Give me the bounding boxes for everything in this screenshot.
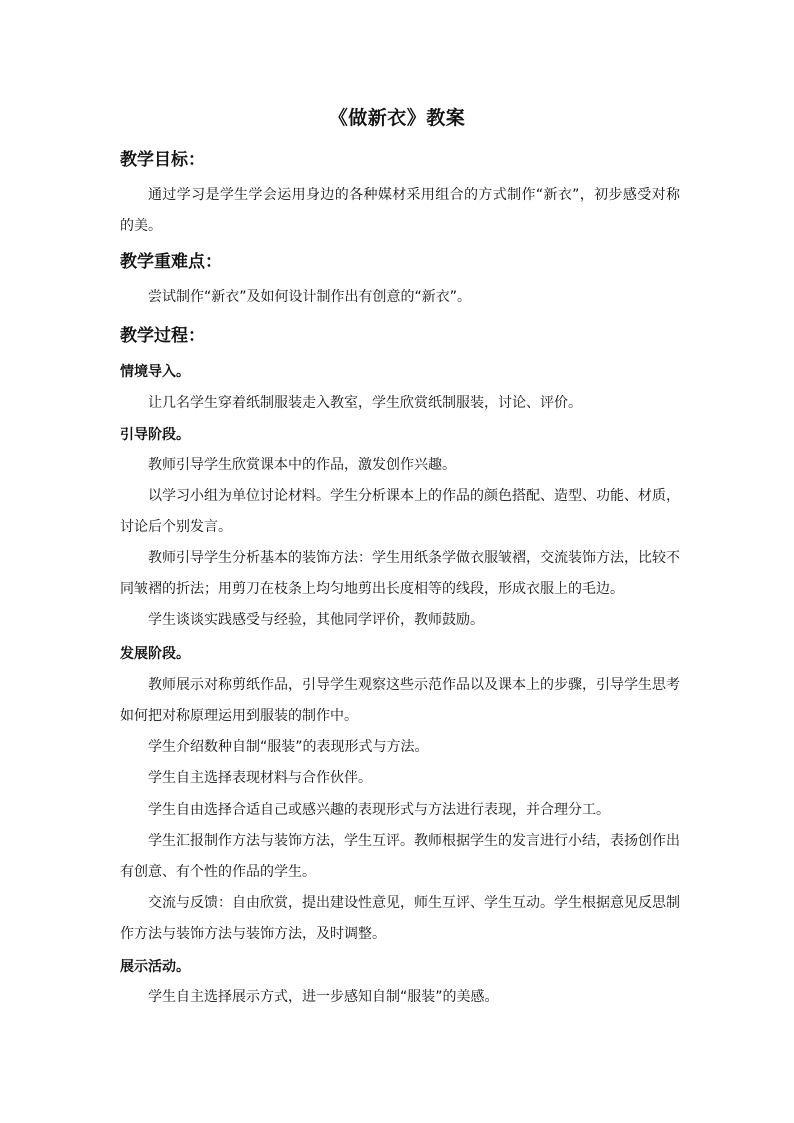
objectives-text: 通过学习是学生学会运用身边的各种媒材采用组合的方式制作“新衣”，初步感受对称的美。 [120,187,680,234]
stage-paragraph: 学生自由选择合适自己或感兴趣的表现形式与方法进行表现，并合理分工。 [148,802,610,818]
stage-heading-guide: 引导阶段。 [120,427,190,443]
key-points-heading: 教学重难点： [120,252,222,272]
stage-paragraph: 让几名学生穿着纸制服装走入教室，学生欣赏纸制服装，讨论、评价。 [148,395,582,411]
stage-paragraph: 学生自主选择表现材料与合作伙伴。 [148,770,372,786]
stage-heading-develop: 发展阶段。 [120,646,190,662]
stage-heading-showcase: 展示活动。 [120,959,190,975]
stage-paragraph: 学生自主选择展示方式，进一步感知自制“服装”的美感。 [148,989,499,1005]
page-title: 《做新衣》教案 [328,107,466,129]
stage-paragraph: 交流与反馈：自由欣赏，提出建设性意见，师生互评、学生互动。学生根据意见反思制作方法与装饰方法与装饰方法，及时调整。 [120,895,680,942]
stage-paragraph: 教师引导学生欣赏课本中的作品，激发创作兴趣。 [148,457,456,473]
stage-paragraph: 以学习小组为单位讨论材料。学生分析课本上的作品的颜色搭配、造型、功能、材质，讨论后个别发言。 [120,488,680,535]
stage-paragraph: 教师展示对称剪纸作品，引导学生观察这些示范作品以及课本上的步骤，引导学生思考如何把对称原理运用到服装的制作中。 [120,677,680,724]
process-heading: 教学过程： [120,326,205,346]
stage-paragraph: 学生谈谈实践感受与经验，其他同学评价，教师鼓励。 [148,612,484,628]
objectives-heading: 教学目标： [120,150,205,170]
key-points-text: 尝试制作“新衣”及如何设计制作出有创意的“新衣”。 [148,289,472,305]
stage-heading-intro: 情境导入。 [120,364,190,380]
stage-paragraph: 学生汇报制作方法与装饰方法，学生互评。教师根据学生的发言进行小结，表扬创作出有创意、有个性的作品的学生。 [120,833,680,880]
stage-paragraph: 学生介绍数种自制“服装”的表现形式与方法。 [148,739,429,755]
stage-paragraph: 教师引导学生分析基本的装饰方法：学生用纸条学做衣服皱褶，交流装饰方法，比较不同皱褶的折法；用剪刀在枝条上均匀地剪出长度相等的线段，形成衣服上的毛边。 [120,550,680,597]
